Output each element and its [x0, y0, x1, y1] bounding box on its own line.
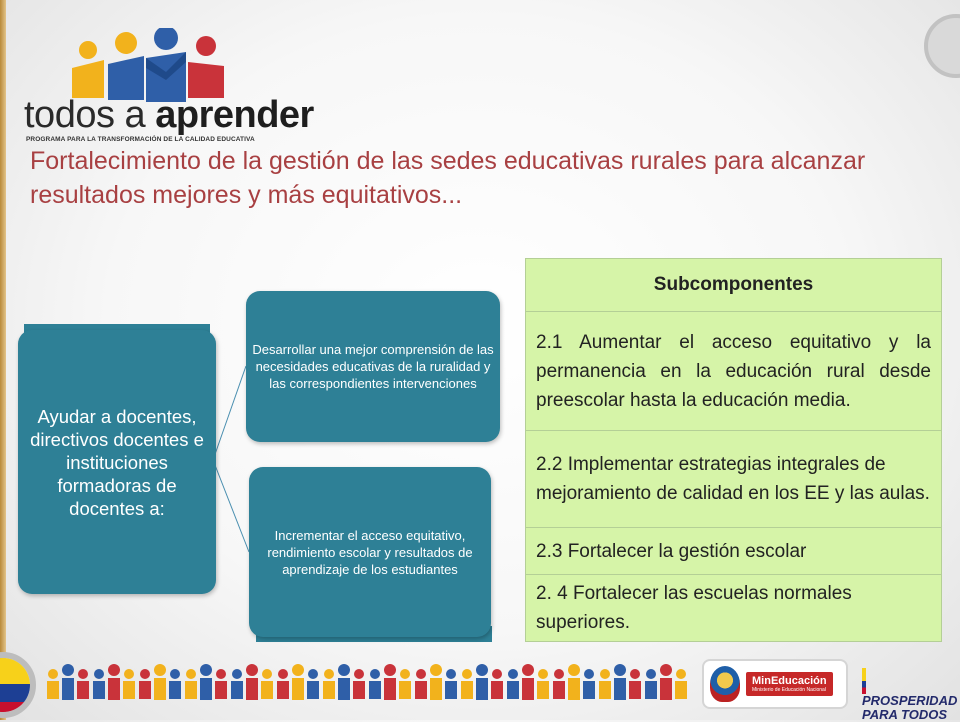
footer-person-icon [46, 662, 90, 702]
left-edge-decoration [0, 0, 6, 720]
table-cell: 2.2 Implementar estrategias integrales de mejoramiento de calidad en los EE y las aulas. [526, 431, 942, 528]
footer-person-icon [368, 662, 412, 702]
colombia-flag-icon [862, 668, 866, 694]
table-row [526, 528, 942, 575]
todos-a-aprender-logo [24, 22, 314, 143]
table-row [526, 312, 942, 431]
table-cell: 2.3 Fortalecer la gestión escolar [526, 528, 942, 575]
table-cell: 2. 4 Fortalecer las escuelas normales superiores. [526, 575, 942, 642]
mineducacion-label: MinEducación Ministerio de Educación Nacional [746, 672, 833, 696]
table-header-row [526, 259, 942, 312]
footer-person-icon [506, 662, 550, 702]
connector-line-2 [213, 460, 249, 552]
table-header: Subcomponentes [526, 259, 942, 312]
footer-person-icon [184, 662, 228, 702]
table-cell: 2.1 Aumentar el acceso equitativo y la permanencia en la educación rural desde preescolar hasta la educación media. [526, 312, 942, 431]
diagram-branch-text-1: Desarrollar una mejor comprensión de las necesidades educativas de la ruralidad y las correspondientes intervenciones [252, 342, 494, 391]
footer-person-icon [414, 662, 458, 702]
diagram-branch-box-2 [249, 467, 491, 637]
connector-line-1 [213, 366, 246, 460]
corner-circle-decoration [924, 14, 960, 78]
subcomponents-table [525, 258, 942, 642]
mineducacion-logo [702, 659, 848, 709]
logo-wordmark: todos a aprender [24, 94, 314, 136]
table-row [526, 575, 942, 642]
logo-tagline: PROGRAMA PARA LA TRANSFORMACIÓN DE LA CALIDAD EDUCATIVA [26, 136, 255, 143]
diagram-root-text: Ayudar a docentes, directivos docentes e instituciones formadoras de docentes a: [30, 405, 204, 519]
footer-person-icon [138, 662, 182, 702]
colombia-crest-icon [710, 666, 740, 702]
diagram-root-box [18, 330, 216, 594]
footer-person-icon [598, 662, 642, 702]
footer-person-icon [460, 662, 504, 702]
footer-person-icon [552, 662, 596, 702]
footer-person-icon [92, 662, 136, 702]
slide-title: Fortalecimiento de la gestión de las sedes educativas rurales para alcanzar resultados mejores y más equitativos... [30, 147, 866, 209]
footer-person-icon [322, 662, 366, 702]
prosperidad-para-todos-logo: PROSPERIDAD PARA TODOS [862, 668, 954, 722]
footer-person-icon [230, 662, 274, 702]
diagram-branch-text-2: Incrementar el acceso equitativo, rendimiento escolar y resultados de aprendizaje de los estudiantes [267, 527, 473, 577]
table-row [526, 431, 942, 528]
flag-circle-decoration [0, 652, 36, 718]
footer-person-icon [644, 662, 688, 702]
footer-people-strip [46, 662, 696, 706]
diagram-branch-box-1 [246, 291, 500, 442]
footer-person-icon [276, 662, 320, 702]
